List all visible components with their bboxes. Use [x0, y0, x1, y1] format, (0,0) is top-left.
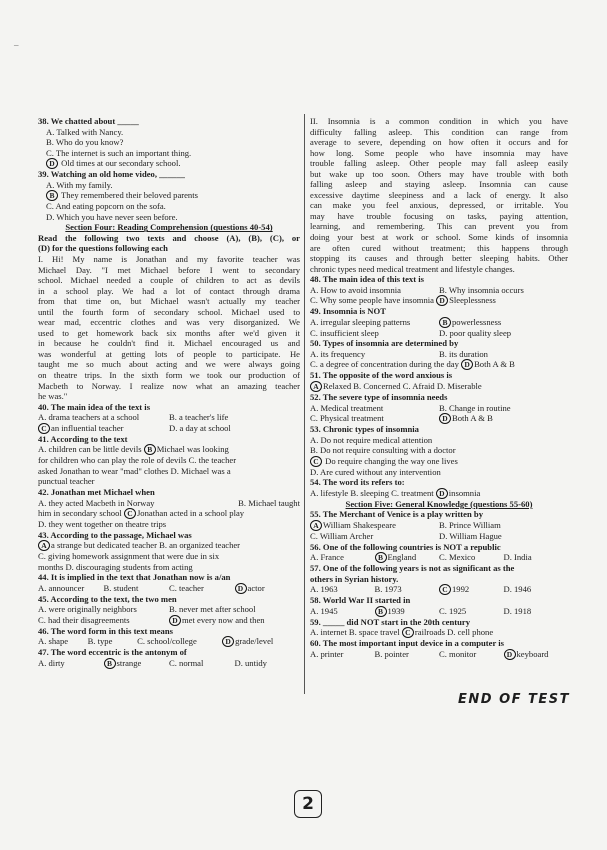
circled-answer-mark: D — [235, 583, 247, 594]
circled-answer-mark: D — [222, 636, 234, 647]
passage-line: Michael Day. "I met Michael before I went to secondary — [38, 264, 300, 275]
q45-options-row: A. were originally neighbors B. never met after school — [38, 604, 256, 615]
question-59: 59. _____ did NOT start in the 20th century — [310, 616, 471, 627]
q52-options-row: A. Medical treatment B. Change in routine — [310, 402, 511, 413]
circled-answer-mark: B — [375, 606, 387, 617]
q43-options-row: months D. discouraging students from acting — [38, 561, 193, 572]
passage-line: difficulty falling asleep. This condition can range from — [310, 126, 568, 137]
passage-two — [310, 116, 568, 274]
passage-line: school. Michael needed a couple of children to act as devils — [38, 275, 300, 286]
q39-option-b: B They remembered their beloved parents — [38, 190, 300, 201]
circled-answer-mark: C — [439, 584, 451, 595]
question-44: 44. It is implied in the text that Jonathan now is a/an — [38, 572, 231, 583]
question-53: 53. Chronic types of insomnia — [310, 424, 419, 435]
q41-options-row: A. children can be little devils B Michael was looking — [38, 444, 229, 455]
q53-option-a: A. Do not require medical attention — [310, 434, 433, 445]
question-47: 47. The word eccentric is the antonym of — [38, 647, 187, 658]
passage-line: in a school play. We had a lot of contact through drama — [38, 285, 300, 296]
q40-option-b: B. a teacher's life — [169, 412, 229, 423]
section-five-heading: Section Five: General Knowledge (questions 55-60) — [345, 498, 533, 509]
question-60: 60. The most important input device in a computer is — [310, 638, 505, 649]
q46-options-row: A. shape B. type C. school/college D grade/level — [38, 636, 274, 647]
passage-line: I. Hi! My name is Jonathan and my favorite teacher was — [38, 254, 300, 265]
q41-options-row: for children who can play the role of devils C. the teacher — [38, 455, 237, 466]
circled-answer-mark: B — [46, 190, 58, 201]
question-38: 38. We chatted about _____ — [38, 116, 139, 126]
passage-line: can make you feel anxious, depressed, or irritable. You — [310, 200, 568, 211]
question-46: 46. The word form in this text means — [38, 625, 173, 636]
passage-line: learning, and remembering. This can prevent you from — [310, 221, 568, 232]
circled-answer-mark: D — [461, 359, 473, 370]
instructions-line-2: (D) for the questions following each — [38, 243, 168, 254]
question-54: 54. The word its refers to: — [310, 477, 405, 488]
corner-mark: – — [14, 40, 19, 50]
q44-options-row: A. announcer B. student C. teacher D actor — [38, 582, 265, 593]
question-45: 45. According to the text, the two men — [38, 593, 177, 604]
passage-line: trouble falling asleep. Other people may fall asleep easily — [310, 158, 568, 169]
question-43: 43. According to the passage, Michael was — [38, 529, 192, 540]
circled-answer-mark: D — [169, 615, 181, 626]
passage-line: he was." — [38, 391, 68, 402]
question-49: 49. Insomnia is NOT — [310, 306, 386, 317]
passage-line: in because he couldn't find it. Michael encouraged us and — [38, 338, 300, 349]
q55-options-row: C. William Archer D. William Hague — [310, 530, 502, 541]
q60-options-row: A. printer B. pointer C. monitor D keyboard — [310, 648, 549, 659]
passage-line: chronic types need medical treatment and lifestyle changes. — [310, 263, 515, 274]
circled-answer-mark: B — [439, 317, 451, 328]
q54-options-row: A. lifestyle B. sleeping C. treatment D insomnia — [310, 487, 481, 498]
q45-options-row: C. had their disagreements D met every now and then — [38, 614, 265, 625]
q56-options-row: A. France B England C. Mexico D. India — [310, 552, 532, 563]
passage-line: Macbeth to Norway. I realize now what an amazing teacher — [38, 380, 300, 391]
question-52: 52. The severe type of insomnia needs — [310, 392, 448, 403]
question-57: 57. One of the following years is not as significant as the — [310, 563, 515, 574]
q43-options-row: C. giving homework assignment that were due in six — [38, 551, 220, 562]
q55-options-row: A William Shakespeare B. Prince William — [310, 520, 568, 531]
circled-answer-mark: D — [504, 649, 516, 660]
passage-line: II. Insomnia is a common condition in which you have — [310, 116, 568, 126]
q47-options-row: A. dirty B strange C. normal D. untidy — [38, 657, 267, 668]
q48-options-row: A. How to avoid insomnia B. Why insomnia occurs — [310, 284, 524, 295]
circled-answer-mark: A — [310, 381, 322, 392]
q49-options-row: A. irregular sleeping patterns B powerlessness — [310, 316, 502, 327]
passage-line: stopping its causes and through better sleeping habits. Other — [310, 253, 568, 264]
passage-line: was wonderful at getting lots of people to participate. He — [38, 348, 300, 359]
question-41: 41. According to the text — [38, 433, 128, 444]
circled-answer-mark: C — [38, 423, 50, 434]
circled-answer-mark: C — [402, 627, 414, 638]
passage-line: used to get homework back six months after we'd given it — [38, 327, 300, 338]
q38-option-d: D Old times at our secondary school. — [38, 158, 300, 169]
q53-option-b: B. Do not require consulting with a doctor — [310, 445, 456, 456]
q53-option-c: C Do require changing the way one lives — [310, 456, 568, 467]
instructions-line-1: Read the following two texts and choose (A), (B), (C), or — [38, 232, 300, 243]
passage-line: until the fourth form of secondary school. Michael used to — [38, 306, 300, 317]
circled-answer-mark: D — [46, 158, 58, 169]
circled-answer-mark: D — [436, 488, 448, 499]
question-50: 50. Types of insomnia are determined by — [310, 338, 459, 349]
q57-options-row: A. 1963 B. 1973 C 1992 D. 1946 — [310, 584, 532, 595]
q39-option-a: A. With my family. — [46, 179, 113, 190]
q49-options-row: C. insufficient sleep D. poor quality sleep — [310, 327, 512, 338]
passage-line: excessive daytime sleepiness and a lack of energy. It also — [310, 189, 568, 200]
circled-answer-mark: A — [38, 540, 50, 551]
column-divider — [304, 114, 305, 694]
left-column — [38, 116, 300, 669]
passage-one — [38, 254, 300, 402]
question-42: 42. Jonathan met Michael when — [38, 486, 155, 497]
passage-line: taught me so much about acting and we were always going — [38, 359, 300, 370]
q48-options-row: C. Why some people have insomnia D Sleeplessness — [310, 295, 496, 306]
circled-answer-mark: A — [310, 520, 322, 531]
passage-line: doing your best at work or school. Some kinds of insomnia — [310, 232, 568, 243]
q40-option-d: D. a day at school — [169, 422, 231, 433]
question-39: 39. Watching an old home video, ______ — [38, 169, 185, 180]
q41-options-row: asked Jonathan to wear "mad" clothes D. Michael was a — [38, 465, 231, 476]
end-of-test-label: END OF TEST — [458, 692, 571, 707]
passage-line: wear mad, eccentric clothes and was very disorganized. We — [38, 317, 300, 328]
passage-line: but wake up too soon. Others may have trouble with both — [310, 168, 568, 179]
q43-options-row: A a strange but dedicated teacher B. an organized teacher — [38, 540, 300, 551]
q42-option-d: D. they went together on theatre trips — [38, 519, 167, 530]
q59-options-row: A. internet B. space travel C railroads D. cell phone — [310, 627, 494, 638]
q38-option-b: B. Who do you know? — [46, 137, 124, 148]
q38-option-c: C. The internet is such an important thing. — [46, 147, 192, 158]
passage-line: average to severe, depending on how often it occurs and for — [310, 137, 568, 148]
q41-options-row: punctual teacher — [38, 476, 95, 487]
question-51: 51. The opposite of the word anxious is — [310, 370, 453, 381]
circled-answer-mark: D — [439, 413, 451, 424]
q38-option-a: A. Talked with Nancy. — [46, 126, 124, 137]
q40-options-row — [38, 412, 300, 423]
passage-line: may have trouble focusing on tasks, paying attention, — [310, 210, 568, 221]
passage-line: on theatre trips. In the sixth form we took our production of — [38, 370, 300, 381]
q40-option-a: A. drama teachers at a school — [38, 412, 140, 423]
circled-answer-mark: B — [144, 444, 156, 455]
question-40: 40. The main idea of the text is — [38, 401, 151, 412]
q50-options-row: C. a degree of concentration during the day D Both A & B — [310, 359, 515, 370]
question-57-line-2: others in Syrian history. — [310, 573, 399, 584]
passage-line: are often cured without treatment; this happens through — [310, 242, 568, 253]
right-column — [310, 116, 568, 660]
passage-line: falling asleep and staying asleep. Insomnia can cause — [310, 179, 568, 190]
circled-answer-mark: B — [375, 552, 387, 563]
page-number: 2 — [294, 790, 322, 818]
circled-answer-mark: C — [310, 456, 322, 467]
q58-options-row: A. 1945 B 1939 C. 1925 D. 1918 — [310, 605, 532, 616]
q52-options-row: C. Physical treatment D Both A & B — [310, 413, 493, 424]
passage-line: how long. Some people who have insomnia may have — [310, 147, 568, 158]
q40-option-c: C an influential teacher — [38, 423, 169, 434]
circled-answer-mark: D — [436, 295, 448, 306]
question-48: 48. The main idea of this text is — [310, 274, 424, 285]
circled-answer-mark: B — [104, 658, 116, 669]
question-55: 55. The Merchant of Venice is a play written by — [310, 509, 483, 520]
q50-options-row: A. its frequency B. its duration — [310, 348, 488, 359]
q42-options-row: A. they acted Macbeth in Norway B. Michael taught — [38, 497, 300, 508]
passage-line: from that time on, but Michael wasn't actually my teacher — [38, 296, 300, 307]
q53-option-d: D. Are cured without any intervention — [310, 466, 441, 477]
question-56: 56. One of the following countries is NOT a republic — [310, 541, 501, 552]
section-four-heading: Section Four: Reading Comprehension (questions 40-54) — [65, 222, 273, 233]
q40-options-row — [38, 423, 300, 434]
q51-options-row: A Relaxed B. Concerned C. Afraid D. Miserable — [310, 381, 568, 392]
q42-options-row: him in secondary school C Jonathan acted in a school play — [38, 508, 245, 519]
question-58: 58. World War II started in — [310, 595, 411, 606]
q39-option-c: C. And eating popcorn on the sofa. — [46, 201, 166, 212]
circled-answer-mark: C — [124, 508, 136, 519]
q39-option-d: D. Which you have never seen before. — [46, 211, 178, 222]
